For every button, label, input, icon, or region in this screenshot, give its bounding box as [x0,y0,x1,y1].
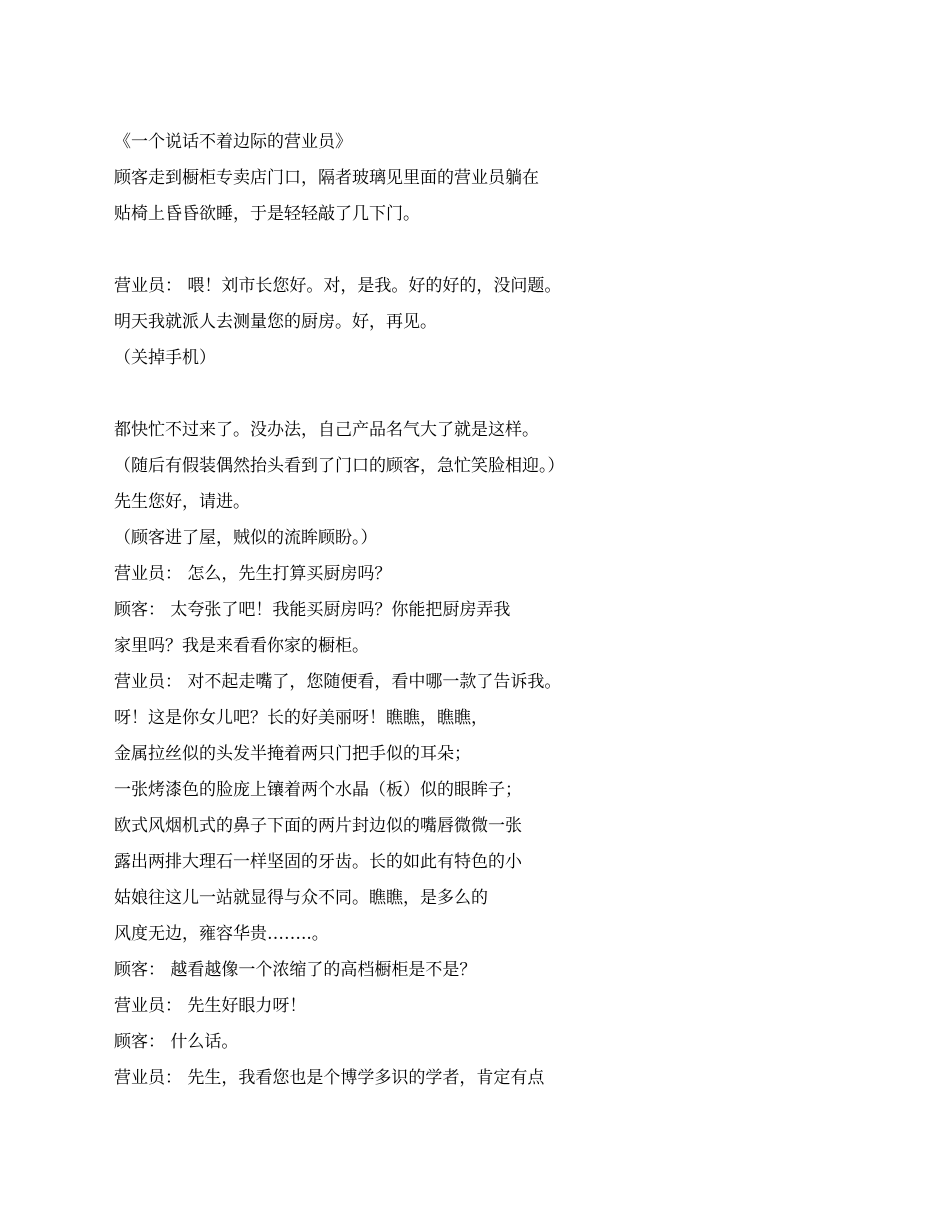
text-line: 呀！这是你女儿吧？长的好美丽呀！瞧瞧，瞧瞧， [114,708,488,728]
text-line: 营业员： 对不起走嘴了，您随便看，看中哪一款了告诉我。 [114,672,562,692]
text-line: 欧式风烟机式的鼻子下面的两片封边似的嘴唇微微一张 [114,816,522,836]
document-body [114,124,874,1096]
text-line: 都快忙不过来了。没办法，自己产品名气大了就是这样。 [114,420,539,440]
text-line: 贴椅上昏昏欲睡，于是轻轻敲了几下门。 [114,204,420,224]
document-title: 《一个说话不着边际的营业员》 [114,132,352,152]
text-line: 露出两排大理石一样坚固的牙齿。长的如此有特色的小 [114,852,522,872]
text-line: 营业员： 先生好眼力呀！ [114,996,307,1016]
text-line: 顾客： 什么话。 [114,1032,239,1052]
text-line: 风度无边，雍容华贵……..。 [114,924,329,944]
text-line: 明天我就派人去测量您的厨房。好，再见。 [114,312,437,332]
text-line: （顾客进了屋，贼似的流眸顾盼。） [114,528,378,548]
text-line: 金属拉丝似的头发半掩着两只门把手似的耳朵； [114,744,471,764]
blank-line [114,376,874,412]
text-line: 营业员： 喂！刘市长您好。对，是我。好的好的，没问题。 [114,276,562,296]
text-line: （关掉手机） [114,348,216,368]
text-line: 先生您好，请进。 [114,492,250,512]
text-line: 营业员： 先生，我看您也是个博学多识的学者，肯定有点 [114,1068,545,1088]
text-line: （随后有假装偶然抬头看到了门口的顾客，急忙笑脸相迎。） [114,456,565,476]
text-line: 顾客走到橱柜专卖店门口，隔者玻璃见里面的营业员躺在 [114,168,539,188]
text-line: 姑娘往这儿一站就显得与众不同。瞧瞧，是多么的 [114,888,488,908]
text-line: 顾客： 越看越像一个浓缩了的高档橱柜是不是？ [114,960,477,980]
blank-line [114,232,874,268]
text-line: 一张烤漆色的脸庞上镶着两个水晶（板）似的眼眸子； [114,780,522,800]
text-line: 顾客： 太夸张了吧！我能买厨房吗？你能把厨房弄我 [114,600,511,620]
text-line: 营业员： 怎么，先生打算买厨房吗？ [114,564,392,584]
text-line: 家里吗？我是来看看你家的橱柜。 [114,636,369,656]
